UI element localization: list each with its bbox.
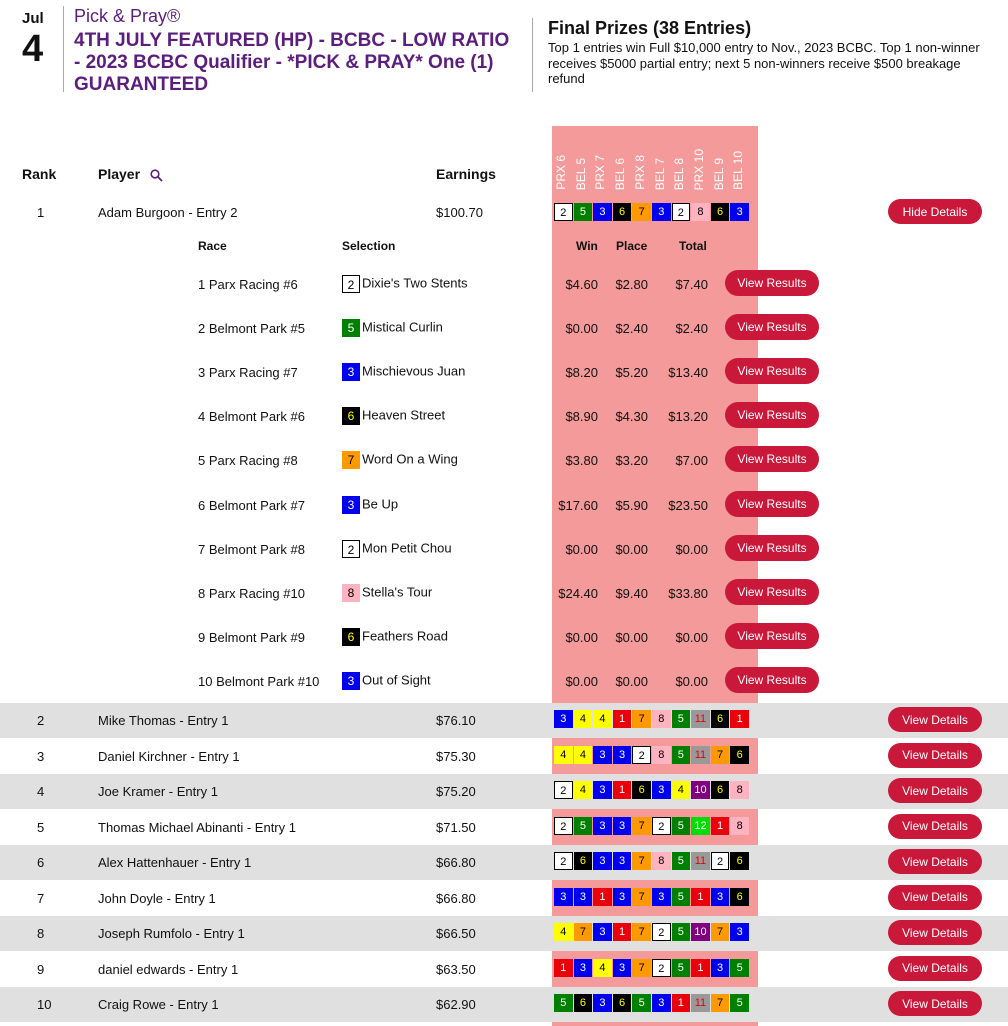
saddle-number: 6 xyxy=(574,994,593,1012)
detail-win: $0.00 xyxy=(565,321,598,337)
saddle-number: 6 xyxy=(613,203,632,221)
detail-total: $13.20 xyxy=(668,409,708,425)
saddle-number: 3 xyxy=(593,994,612,1012)
saddle-number: 3 xyxy=(342,672,360,690)
saddle-number: 3 xyxy=(613,852,632,870)
saddle-number: 5 xyxy=(672,852,691,870)
saddle-number: 6 xyxy=(711,203,730,221)
saddle-number: 4 xyxy=(593,959,612,977)
detail-place: $0.00 xyxy=(615,629,648,645)
hide-details-button[interactable]: Hide Details xyxy=(888,199,982,224)
earnings-cell: $62.90 xyxy=(436,997,476,1012)
selection-squares xyxy=(554,746,750,766)
saddle-number: 4 xyxy=(593,710,612,728)
saddle-number: 3 xyxy=(342,496,360,514)
saddle-number: 10 xyxy=(691,923,710,941)
saddle-number: 6 xyxy=(632,781,651,799)
player-header-label: Player xyxy=(98,166,141,182)
view-details-button[interactable]: View Details xyxy=(888,885,982,910)
saddle-number: 2 xyxy=(632,746,651,764)
earnings-header: Earnings xyxy=(436,166,496,182)
player-cell: Thomas Michael Abinanti - Entry 1 xyxy=(98,819,296,835)
detail-race: 8 Parx Racing #10 xyxy=(198,585,305,601)
saddle-number: 3 xyxy=(593,817,612,835)
view-results-button[interactable]: View Results xyxy=(725,579,819,605)
race-column-header: BEL 5 xyxy=(573,157,588,190)
saddle-number: 5 xyxy=(730,959,749,977)
saddle-number: 7 xyxy=(711,746,730,764)
saddle-number: 2 xyxy=(652,817,671,835)
player-cell: Craig Rowe - Entry 1 xyxy=(98,997,219,1012)
saddle-number: 3 xyxy=(574,888,593,906)
saddle-number: 5 xyxy=(672,959,691,977)
view-results-button[interactable]: View Results xyxy=(725,402,819,428)
saddle-number: 6 xyxy=(711,710,730,728)
search-icon[interactable] xyxy=(150,169,163,182)
saddle-number: 7 xyxy=(632,203,651,221)
earnings-cell: $63.50 xyxy=(436,961,476,977)
detail-selection xyxy=(342,672,431,690)
saddle-number: 6 xyxy=(342,628,360,646)
saddle-number: 8 xyxy=(342,584,360,602)
saddle-number: 4 xyxy=(554,746,573,764)
view-results-button[interactable]: View Results xyxy=(725,535,819,561)
place-subheader: Place xyxy=(616,239,648,253)
earnings-cell: $66.80 xyxy=(436,855,476,870)
saddle-number: 3 xyxy=(711,959,730,977)
saddle-number: 2 xyxy=(342,540,360,558)
saddle-number: 5 xyxy=(574,203,593,221)
detail-place: $2.80 xyxy=(615,277,648,292)
horse-name: Mon Petit Chou xyxy=(362,540,452,556)
horse-name: Dixie's Two Stents xyxy=(362,275,468,291)
detail-race: 3 Parx Racing #7 xyxy=(198,365,298,381)
race-column-header: BEL 6 xyxy=(613,157,628,190)
detail-place: $3.20 xyxy=(615,453,648,469)
view-details-button[interactable]: View Details xyxy=(888,743,982,768)
detail-selection xyxy=(342,540,452,558)
win-subheader: Win xyxy=(576,239,598,253)
player-cell: John Doyle - Entry 1 xyxy=(98,890,216,906)
saddle-number: 3 xyxy=(593,746,612,764)
detail-selection xyxy=(342,628,448,646)
saddle-number: 2 xyxy=(652,923,671,941)
saddle-number: 1 xyxy=(554,959,573,977)
detail-win: $3.80 xyxy=(565,453,598,469)
saddle-number: 2 xyxy=(554,781,573,799)
rank-cell: 9 xyxy=(37,961,45,977)
detail-total: $7.40 xyxy=(675,277,708,292)
saddle-number: 6 xyxy=(342,407,360,425)
divider xyxy=(532,18,533,92)
selection-squares xyxy=(554,781,750,801)
player-cell: Daniel Kirchner - Entry 1 xyxy=(98,748,240,764)
saddle-number: 7 xyxy=(632,959,651,977)
saddle-number: 3 xyxy=(730,923,749,941)
saddle-number: 2 xyxy=(554,852,573,870)
detail-win: $24.40 xyxy=(558,585,598,601)
view-details-button[interactable]: View Details xyxy=(888,920,982,945)
detail-race: 5 Parx Racing #8 xyxy=(198,453,298,469)
saddle-number: 7 xyxy=(632,817,651,835)
saddle-number: 3 xyxy=(554,710,573,728)
selection-squares xyxy=(554,923,750,943)
saddle-number: 7 xyxy=(632,852,651,870)
saddle-number: 3 xyxy=(613,817,632,835)
saddle-number: 5 xyxy=(672,923,691,941)
saddle-number: 7 xyxy=(632,923,651,941)
saddle-number: 10 xyxy=(691,781,710,799)
saddle-number: 8 xyxy=(652,746,671,764)
detail-total: $0.00 xyxy=(675,541,708,557)
player-cell: Joe Kramer - Entry 1 xyxy=(98,784,218,799)
detail-selection xyxy=(342,496,398,514)
saddle-number: 1 xyxy=(691,888,710,906)
detail-win: $8.20 xyxy=(565,365,598,381)
divider xyxy=(63,6,64,92)
race-subheader: Race xyxy=(198,239,227,253)
saddle-number: 4 xyxy=(574,746,593,764)
saddle-number: 8 xyxy=(652,710,671,728)
selection-squares xyxy=(554,817,750,837)
player-cell: Mike Thomas - Entry 1 xyxy=(98,713,229,728)
player-cell: Adam Burgoon - Entry 2 xyxy=(98,205,238,220)
rank-cell: 3 xyxy=(37,748,45,764)
view-details-button[interactable]: View Details xyxy=(888,991,982,1016)
saddle-number: 8 xyxy=(730,817,749,835)
contest-title: 4TH JULY FEATURED (HP) - BCBC - LOW RATIO - 2023 BCBC Qualifier - *PICK & PRAY* One (1) GUARANTEED xyxy=(74,30,510,95)
date-day: 4 xyxy=(22,28,44,70)
saddle-number: 6 xyxy=(730,888,749,906)
selection-squares xyxy=(554,888,750,908)
saddle-number: 3 xyxy=(554,888,573,906)
contest-brand: Pick & Pray® xyxy=(74,6,181,26)
rank-cell: 2 xyxy=(37,713,45,728)
detail-total: $7.00 xyxy=(675,453,708,469)
race-column-header: BEL 9 xyxy=(711,157,726,190)
horse-name: Stella's Tour xyxy=(362,584,433,600)
saddle-number: 6 xyxy=(730,852,749,870)
detail-race: 7 Belmont Park #8 xyxy=(198,541,305,557)
saddle-number: 2 xyxy=(554,203,573,221)
view-details-button[interactable]: View Details xyxy=(888,814,982,839)
detail-selection xyxy=(342,451,458,469)
saddle-number: 12 xyxy=(691,817,710,835)
saddle-number: 7 xyxy=(342,451,360,469)
rank-cell: 8 xyxy=(37,926,45,941)
earnings-cell: $100.70 xyxy=(436,205,483,220)
view-results-button[interactable]: View Results xyxy=(725,623,819,649)
saddle-number: 1 xyxy=(730,710,749,728)
saddle-number: 1 xyxy=(711,817,730,835)
detail-total: $13.40 xyxy=(668,365,708,381)
saddle-number: 6 xyxy=(574,852,593,870)
saddle-number: 3 xyxy=(593,203,612,221)
saddle-number: 7 xyxy=(632,710,651,728)
saddle-number: 1 xyxy=(613,923,632,941)
earnings-cell: $75.20 xyxy=(436,784,476,799)
saddle-number: 1 xyxy=(613,710,632,728)
race-column-header: PRX 7 xyxy=(593,155,608,190)
selection-squares xyxy=(554,710,750,730)
earnings-cell: $71.50 xyxy=(436,819,476,835)
player-cell: Alex Hattenhauer - Entry 1 xyxy=(98,855,252,870)
saddle-number: 3 xyxy=(593,852,612,870)
saddle-number: 11 xyxy=(691,852,710,870)
selection-squares xyxy=(554,852,750,872)
detail-race: 6 Belmont Park #7 xyxy=(198,497,305,513)
earnings-cell: $66.50 xyxy=(436,926,476,941)
saddle-number: 2 xyxy=(342,275,360,293)
saddle-number: 8 xyxy=(652,852,671,870)
race-column-header: BEL 7 xyxy=(652,157,667,190)
rank-cell: 10 xyxy=(37,997,52,1012)
saddle-number: 2 xyxy=(652,959,671,977)
detail-place: $9.40 xyxy=(615,585,648,601)
saddle-number: 1 xyxy=(593,888,612,906)
detail-place: $4.30 xyxy=(615,409,648,425)
saddle-number: 3 xyxy=(730,203,749,221)
race-column-header: BEL 10 xyxy=(731,151,746,190)
saddle-number: 5 xyxy=(672,710,691,728)
saddle-number: 3 xyxy=(652,203,671,221)
detail-total: $23.50 xyxy=(668,497,708,513)
detail-win: $0.00 xyxy=(565,629,598,645)
detail-win: $0.00 xyxy=(565,541,598,557)
saddle-number: 3 xyxy=(652,994,671,1012)
saddle-number: 11 xyxy=(691,994,710,1012)
horse-name: Word On a Wing xyxy=(362,451,458,467)
detail-selection xyxy=(342,319,443,337)
saddle-number: 7 xyxy=(711,923,730,941)
horse-name: Mischievous Juan xyxy=(362,363,466,379)
earnings-cell: $76.10 xyxy=(436,713,476,728)
race-column-header: PRX 10 xyxy=(691,148,706,190)
saddle-number: 3 xyxy=(593,781,612,799)
saddle-number: 8 xyxy=(730,781,749,799)
race-column-header: PRX 6 xyxy=(554,155,568,190)
detail-total: $0.00 xyxy=(675,629,708,645)
saddle-number: 5 xyxy=(632,994,651,1012)
saddle-number: 4 xyxy=(672,781,691,799)
detail-win: $8.90 xyxy=(565,409,598,425)
saddle-number: 5 xyxy=(574,817,593,835)
horse-name: Feathers Road xyxy=(362,628,448,644)
detail-total: $33.80 xyxy=(668,585,708,601)
saddle-number: 1 xyxy=(672,994,691,1012)
detail-selection xyxy=(342,363,465,381)
detail-win: $17.60 xyxy=(558,497,598,513)
player-header xyxy=(98,166,163,182)
selection-squares xyxy=(554,203,750,223)
view-details-button[interactable]: View Details xyxy=(888,956,982,981)
saddle-number: 7 xyxy=(711,994,730,1012)
rank-cell: 4 xyxy=(37,784,45,799)
view-details-button[interactable]: View Details xyxy=(888,849,982,874)
saddle-number: 5 xyxy=(672,817,691,835)
saddle-number: 7 xyxy=(632,888,651,906)
saddle-number: 5 xyxy=(672,746,691,764)
rank-cell: 7 xyxy=(37,890,45,906)
earnings-cell: $66.80 xyxy=(436,890,476,906)
race-column-headers xyxy=(553,134,757,192)
detail-race: 4 Belmont Park #6 xyxy=(198,409,305,425)
detail-place: $2.40 xyxy=(615,321,648,337)
saddle-number: 1 xyxy=(613,781,632,799)
view-results-button[interactable]: View Results xyxy=(725,270,819,296)
saddle-number: 1 xyxy=(691,959,710,977)
view-results-button[interactable]: View Results xyxy=(725,446,819,472)
player-cell: Joseph Rumfolo - Entry 1 xyxy=(98,926,245,941)
saddle-number: 2 xyxy=(554,817,573,835)
view-results-button[interactable]: View Results xyxy=(725,358,819,384)
player-cell: daniel edwards - Entry 1 xyxy=(98,961,239,977)
saddle-number: 3 xyxy=(613,888,632,906)
detail-place: $0.00 xyxy=(615,673,648,689)
view-results-button[interactable]: View Results xyxy=(725,314,819,340)
saddle-number: 7 xyxy=(574,923,593,941)
detail-race: 2 Belmont Park #5 xyxy=(198,321,305,337)
saddle-number: 5 xyxy=(554,994,573,1012)
detail-win: $0.00 xyxy=(565,673,598,689)
date-month: Jul xyxy=(22,10,44,27)
saddle-number: 3 xyxy=(342,363,360,381)
view-details-button[interactable]: View Details xyxy=(888,778,982,803)
prizes-title: Final Prizes (38 Entries) xyxy=(548,18,752,38)
saddle-number: 4 xyxy=(574,710,593,728)
saddle-number: 3 xyxy=(593,923,612,941)
horse-name: Out of Sight xyxy=(362,672,431,688)
selection-subheader: Selection xyxy=(342,239,396,253)
saddle-number: 3 xyxy=(613,959,632,977)
race-column-header: PRX 8 xyxy=(632,155,647,190)
saddle-number: 3 xyxy=(652,888,671,906)
saddle-number: 4 xyxy=(554,923,573,941)
prizes-description: Top 1 entries win Full $10,000 entry to Nov., 2023 BCBC. Top 1 non-winner receives $5000 partial entry; next 5 non-winners receive $500 breakage refund xyxy=(548,40,980,87)
saddle-number: 5 xyxy=(672,888,691,906)
detail-place: $5.20 xyxy=(615,365,648,381)
total-subheader: Total xyxy=(679,239,707,253)
detail-selection xyxy=(342,407,445,425)
detail-race: 9 Belmont Park #9 xyxy=(198,629,305,645)
detail-win: $4.60 xyxy=(565,277,598,292)
horse-name: Mistical Curlin xyxy=(362,319,443,335)
selection-squares xyxy=(554,994,750,1014)
detail-place: $5.90 xyxy=(615,497,648,513)
detail-place: $0.00 xyxy=(615,541,648,557)
detail-race: 10 Belmont Park #10 xyxy=(198,673,320,689)
view-results-button[interactable]: View Results xyxy=(725,491,819,517)
detail-total: $0.00 xyxy=(675,673,708,689)
detail-total: $2.40 xyxy=(675,321,708,337)
detail-selection xyxy=(342,584,432,602)
view-details-button[interactable]: View Details xyxy=(888,707,982,732)
earnings-cell: $75.30 xyxy=(436,748,476,764)
saddle-number: 6 xyxy=(730,746,749,764)
rank-header: Rank xyxy=(22,166,57,182)
saddle-number: 5 xyxy=(730,994,749,1012)
horse-name: Be Up xyxy=(362,495,399,511)
saddle-number: 8 xyxy=(691,203,710,221)
rank-cell: 1 xyxy=(37,205,45,220)
saddle-number: 3 xyxy=(613,746,632,764)
saddle-number: 6 xyxy=(711,781,730,799)
rank-cell: 6 xyxy=(37,855,45,870)
horse-name: Heaven Street xyxy=(362,407,446,423)
saddle-number: 3 xyxy=(574,959,593,977)
race-column-header: BEL 8 xyxy=(672,157,687,190)
saddle-number: 11 xyxy=(691,746,710,764)
rank-cell: 5 xyxy=(37,819,45,835)
detail-race: 1 Parx Racing #6 xyxy=(198,277,298,292)
detail-selection xyxy=(342,275,468,293)
saddle-number: 3 xyxy=(711,888,730,906)
saddle-number: 11 xyxy=(691,710,710,728)
saddle-number: 2 xyxy=(711,852,730,870)
saddle-number: 3 xyxy=(652,781,671,799)
saddle-number: 2 xyxy=(672,203,691,221)
view-results-button[interactable]: View Results xyxy=(725,667,819,693)
saddle-number: 4 xyxy=(574,781,593,799)
saddle-number: 6 xyxy=(613,994,632,1012)
selection-squares xyxy=(554,959,750,979)
saddle-number: 5 xyxy=(342,319,360,337)
